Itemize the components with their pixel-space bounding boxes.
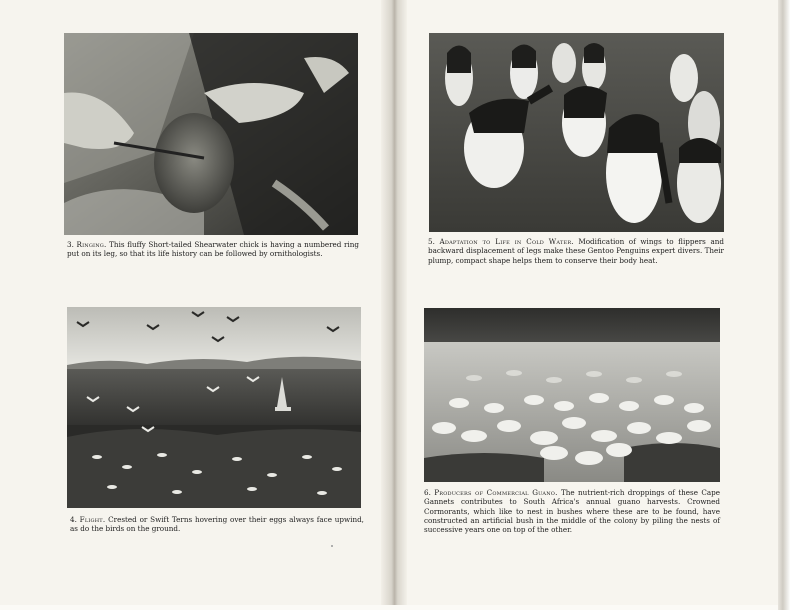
caption-3-text: This fluffy Short-tailed Shearwater chick is having a numbered ring put on its leg, so that its life history can be followed by ornithologists. bbox=[67, 240, 359, 259]
caption-5 bbox=[428, 237, 724, 265]
photo-flight-terns bbox=[67, 307, 361, 508]
page-speck bbox=[331, 545, 333, 547]
book-gutter bbox=[381, 0, 407, 605]
caption-4 bbox=[70, 515, 364, 534]
caption-5-text: Modification of wings to flippers and backward displacement of legs make these Gentoo Penguins expert divers. Their plump, compact shape helps them to conserve their body heat. bbox=[428, 237, 724, 265]
photo-cape-gannets bbox=[424, 308, 720, 482]
caption-5-title: Adaptation to Life in Cold Water. bbox=[439, 237, 574, 246]
caption-6 bbox=[424, 488, 720, 534]
caption-3 bbox=[67, 240, 359, 259]
caption-4-number: 4. bbox=[70, 515, 77, 524]
caption-6-title: Producers of Commercial Guano. bbox=[434, 488, 558, 497]
caption-4-title: Flight. bbox=[79, 515, 106, 524]
caption-6-text: The nutrient-rich droppings of these Cape Gannets contributes to South Africa's annual guano harvests. Crowned Cormorants, which like to nest in bushes where these are to be found, have constructed an artificial bush in the middle of the colony by piling the nests of successive years one on top of the other. bbox=[424, 488, 720, 535]
photo-gentoo-penguins bbox=[429, 33, 724, 232]
caption-5-number: 5. bbox=[428, 237, 435, 246]
caption-3-title: Ringing. bbox=[76, 240, 107, 249]
caption-3-number: 3. bbox=[67, 240, 74, 249]
photo-ringing-shearwater bbox=[64, 33, 358, 235]
caption-4-text: Crested or Swift Terns hovering over their eggs always face upwind, as do the birds on the ground. bbox=[70, 515, 364, 534]
caption-6-number: 6. bbox=[424, 488, 431, 497]
page-edge bbox=[778, 0, 790, 610]
